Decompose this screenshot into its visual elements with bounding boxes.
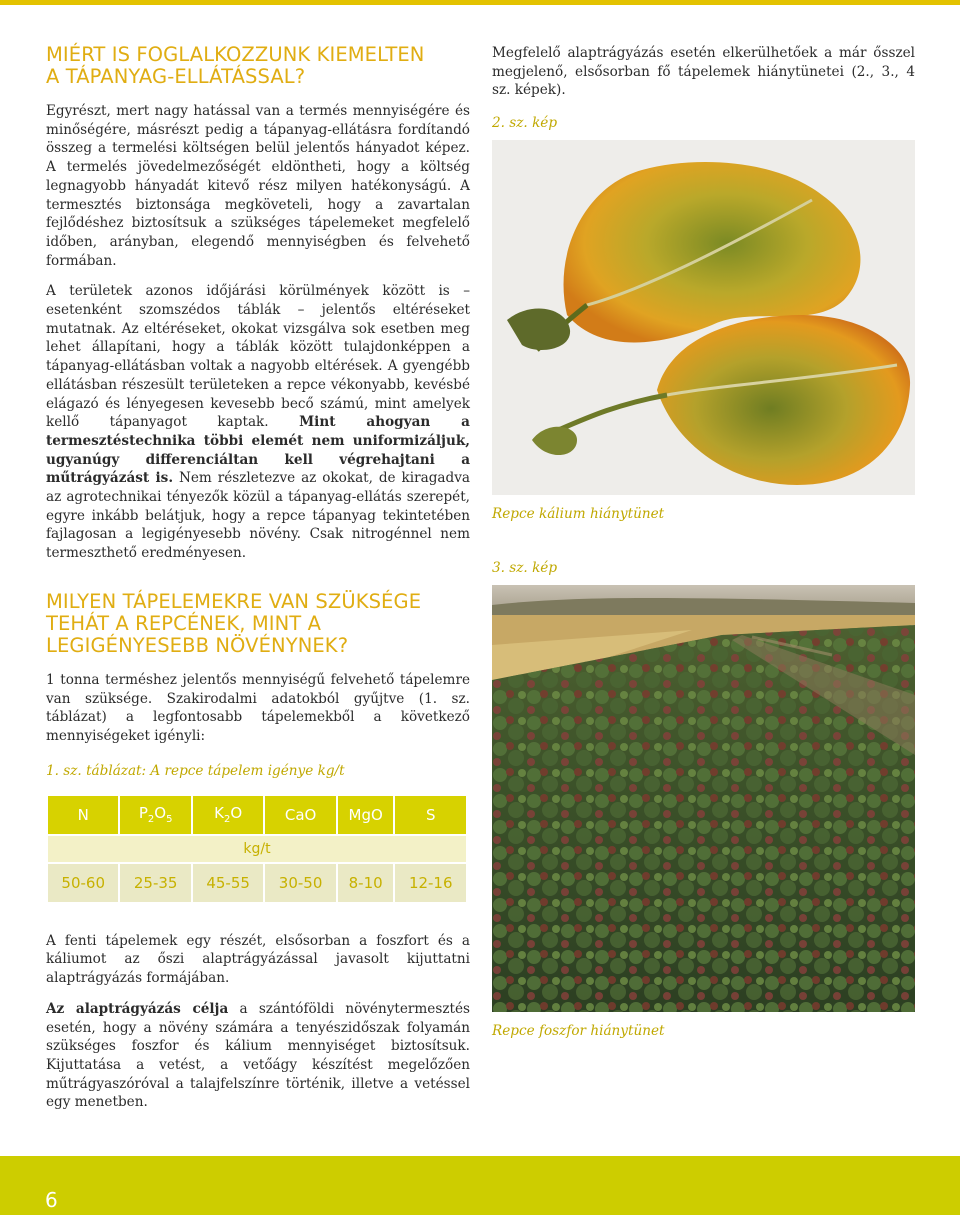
table-value-cell: 30-50 [264, 863, 336, 903]
table-header-cell: S [394, 795, 467, 835]
table-value-cell: 12-16 [394, 863, 467, 903]
right-column [492, 44, 915, 1040]
table-value-cell: 25-35 [119, 863, 191, 903]
table-unit-cell: kg/t [47, 835, 467, 863]
paragraph-5: Az alaptrágyázás célja a szántóföldi növénytermesztés esetén, hogy a növény számára a tenyészidőszak folyamán szükséges foszfor és kálium mennyiséget biztosítsuk. Kijuttatása a vetést, a vetőágy készítést megelőzően műtrágyaszóróval a talajfelszínre történik, illetve a vetéssel egy menetben. [46, 1000, 470, 1111]
section-heading-2: MILYEN TÁPELEMEKRE VAN SZÜKSÉGE TEHÁT A REPCÉNEK, MINT A LEGIGÉNYESEBB NÖVÉNYNEK? [46, 589, 422, 657]
page-number: 6 [45, 1188, 58, 1212]
table-value-cell: 8-10 [337, 863, 395, 903]
table-unit-row [47, 835, 467, 863]
left-column [46, 44, 470, 1124]
paragraph-2: A területek azonos időjárási körülmények között is – esetenként szomszédos táblák – jelentős eltéréseket mutatnak. Az eltéréseket, okokat vizsgálva sok esetben meg lehet állapítani, hogy a táblák között tulajdonképpen a tápanyag-ellátásban voltak a nagyobb eltérések. A gyengébb ellátásban részesült területeken a repce vékonyabb, kevésbé elágazó és lényegesen kevesebb becő számú, mint amelyek kellő tápanyagot kaptak. Mint ahogyan a termesztéstechnika többi elemét nem uniformizáljuk, ugyanúgy differenciáltan kell végrehajtani a műtrágyázást is. Nem részletezve az okokat, de kiragadva az agrotechnikai tényezők közül a tápanyag-ellátás szerepét, egyre inkább belátjuk, hogy a repce tápanyag tekintetében fajlagosan a legigényesebb növény. Csak nitrogénnel nem termeszthető eredményesen. [46, 283, 470, 562]
figure-3-caption: Repce foszfor hiánytünet [492, 1023, 665, 1040]
table-header-row [47, 795, 467, 835]
section-heading-1: MIÉRT IS FOGLALKOZZUNK KIEMELTEN A TÁPANYAG-ELLÁTÁSSAL? [46, 43, 425, 88]
table-header-cell: CaO [264, 795, 336, 835]
paragraph-3: 1 tonna terméshez jelentős mennyiségű felvehető tápelemre van szüksége. Szakirodalmi adatokból gyűjtve (1. sz. táblázat) a legfontosabb tápelemekből a következő mennyiségeket igényli: [46, 671, 470, 744]
figure-2-label: 2. sz. kép [492, 115, 558, 132]
figure-3-label: 3. sz. kép [492, 560, 558, 577]
table-value-cell: 45-55 [192, 863, 264, 903]
table-caption: 1. sz. táblázat: A repce tápelem igénye kg/t [46, 762, 345, 779]
table-header-cell: $P_2O_5$ [119, 795, 191, 835]
table-header-cell: MgO [337, 795, 395, 835]
nutrient-table [46, 794, 468, 904]
table-value-row [47, 863, 467, 903]
top-rule [0, 0, 960, 5]
potassium-deficiency-leaf-photo [492, 140, 915, 495]
paragraph-4: A fenti tápelemek egy részét, elsősorban a foszfort és a káliumot az őszi alaptrágyázással javasolt kijuttatni alaptrágyázás formájában. [46, 932, 470, 987]
paragraph-1: Egyrészt, mert nagy hatással van a termés mennyiségére és minőségére, másrészt pedig a tápanyag-ellátásra fordítandó összeg a termelési költségen belül jelentős hányadot képez. A termelés jövedelmezőségét eldöntheti, hogy a költség legnagyobb hányadát kitevő rész milyen hatékonyságú. A termesztés biztonsága megköveteli, hogy a zavartalan fejlődéshez biztosítsuk a szükséges tápelemeket megfelelő időben, arányban, elegendő mennyiségben és felvehető formában. [46, 103, 470, 269]
table-header-cell: N [47, 795, 119, 835]
figure-2-caption: Repce kálium hiánytünet [492, 506, 665, 523]
phosphorus-deficiency-field-photo [492, 585, 915, 1012]
right-paragraph: Megfelelő alaptrágyázás esetén elkerülhetőek a már ősszel megjelenő, elsősorban fő tápelemek hiánytünetei (2., 3., 4 sz. képek). [492, 45, 915, 99]
footer-band [0, 1156, 960, 1215]
table-header-cell: $K_2O$ [192, 795, 264, 835]
table-value-cell: 50-60 [47, 863, 119, 903]
